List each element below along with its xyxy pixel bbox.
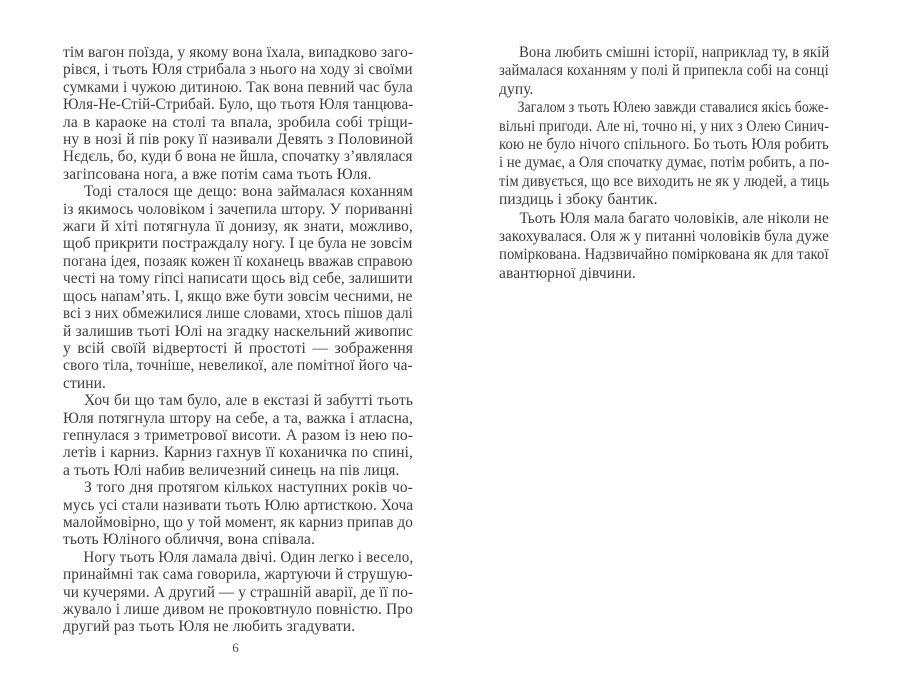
text-line: ла в караоке на столі та впала, зробила собі тріщи- xyxy=(63,113,413,131)
paragraph xyxy=(499,99,829,209)
text-line: малоймовірно, що у той момент, як карниз припав до xyxy=(63,513,413,531)
text-line: із якимось чоловіком і зачепила штору. У пориванні xyxy=(63,200,413,218)
paragraph xyxy=(63,44,413,183)
left-page-text xyxy=(63,44,413,636)
text-line: а тьоть Юлі набив величезний синець на пів лиця. xyxy=(63,461,400,479)
text-line: Тьоть Юля мала багато чоловіків, але ніколи не xyxy=(519,209,829,227)
text-line: погана ідея, позаяк кожен її коханець вважав справою xyxy=(63,252,413,270)
text-line: Тоді сталося ще дещо: вона займалася коханням xyxy=(84,183,413,201)
text-line: стини. xyxy=(63,374,107,392)
paragraph xyxy=(499,210,829,284)
paragraph xyxy=(63,183,413,392)
text-line: пиздиць і збоку бантик. xyxy=(499,191,658,209)
text-line: Нєдєль, бо, куди б вона не йшла, спочатку з’являлася xyxy=(63,148,413,166)
text-line: вільні пригоди. Але ні, точно ні, у них з Олею Синич- xyxy=(499,117,830,135)
text-line: кою не було нічого спільного. Бо тьоть Юля робить xyxy=(499,136,829,154)
text-line: займалася коханням у полі й припекла собі на сонці xyxy=(499,62,829,80)
text-line: гепнулася з триметрової висоти. А разом із нею по- xyxy=(63,426,413,444)
text-line: Хоч би що там було, але в екстазі й забутті тьоть xyxy=(84,392,413,410)
paragraph xyxy=(63,479,413,549)
page-number: 6 xyxy=(232,640,239,655)
text-line: закохувалася. Оля ж у питанні чоловіків була дуже xyxy=(499,228,829,246)
text-line: Ногу тьоть Юля ламала двічі. Один легко і весело, xyxy=(83,548,414,566)
text-line: загіпсована нога, а вже потім сама тьоть Юля. xyxy=(63,165,372,183)
text-line: всі з них обмежилися лише словами, хтось пішов далі xyxy=(63,305,413,323)
text-line: тім вагон поїзда, у якому вона їхала, випадково заго- xyxy=(63,44,414,61)
text-line: тім дивується, що все виходить не як у людей, а тиць xyxy=(499,172,830,190)
text-line: летів і карниз. Карниз гахнув її коханичка по спині, xyxy=(63,444,413,462)
text-line: рівся, і тьоть Юля стрибала з нього на ходу зі своїми xyxy=(63,61,413,79)
text-line: дупу. xyxy=(499,80,534,98)
text-line: авантюрної дівчини. xyxy=(499,264,636,282)
text-line: чи кучерями. А другий — у страшній аварії, де її по- xyxy=(63,583,414,601)
text-line: щоб прикрити постраждалу ногу. І це була не зовсім xyxy=(63,235,413,253)
right-page-text xyxy=(499,44,829,283)
text-line: жаги й хіті потягнула її донизу, як знати, можливо, xyxy=(63,218,413,236)
text-line: жувало і лише дивом не проковтнуло повністю. Про xyxy=(63,601,413,618)
text-line: З того дня протягом кількох наступних років чо- xyxy=(84,479,413,497)
paragraph xyxy=(63,549,413,636)
text-line: ну в нозі й пів року її називали Девять з Половиной xyxy=(63,131,413,149)
text-line: поміркована. Надзвичайно поміркована як для такої xyxy=(499,246,829,264)
text-line: тьоть Юліного обличчя, вона співала. xyxy=(63,531,315,549)
text-line: Загалом з тьоть Юлею завжди ставалися якісь боже- xyxy=(517,99,829,117)
text-line: сумками і чужою дитиною. Так вона певний час була xyxy=(63,78,413,96)
text-line: честі на тому гіпсі написати щось від себе, залишити xyxy=(63,270,413,288)
text-line: мусь усі стали називати тьоть Юлю артисткою. Хоча xyxy=(63,496,414,514)
paragraph xyxy=(499,44,829,99)
text-line: щось напам’ять. І, якщо вже бути зовсім чесними, не xyxy=(63,287,413,305)
paragraph xyxy=(63,392,413,479)
text-line: свого тіла, точніше, невеликої, але помітної його ча- xyxy=(63,357,413,375)
text-line: другий раз тьоть Юля не любить згадувати. xyxy=(63,618,356,636)
text-line: Юля потягнула штору на себе, а та, важка і атласна, xyxy=(63,409,413,427)
text-line: принаймні так сама говорила, жартуючи й струшую- xyxy=(63,566,413,584)
text-line: і не думає, а Оля спочатку думає, потім робить, а по- xyxy=(499,154,830,172)
text-line: Юля-Не-Стій-Стрибай. Було, що тьотя Юля танцюва- xyxy=(63,96,414,114)
text-line: Вона любить смішні історії, наприклад ту, в якій xyxy=(518,44,830,61)
text-line: й залишив тьоті Юлі на згадку наскельний живопис xyxy=(63,322,413,340)
text-line: у всій своїй відвертості й простоті — зображення xyxy=(63,339,413,357)
